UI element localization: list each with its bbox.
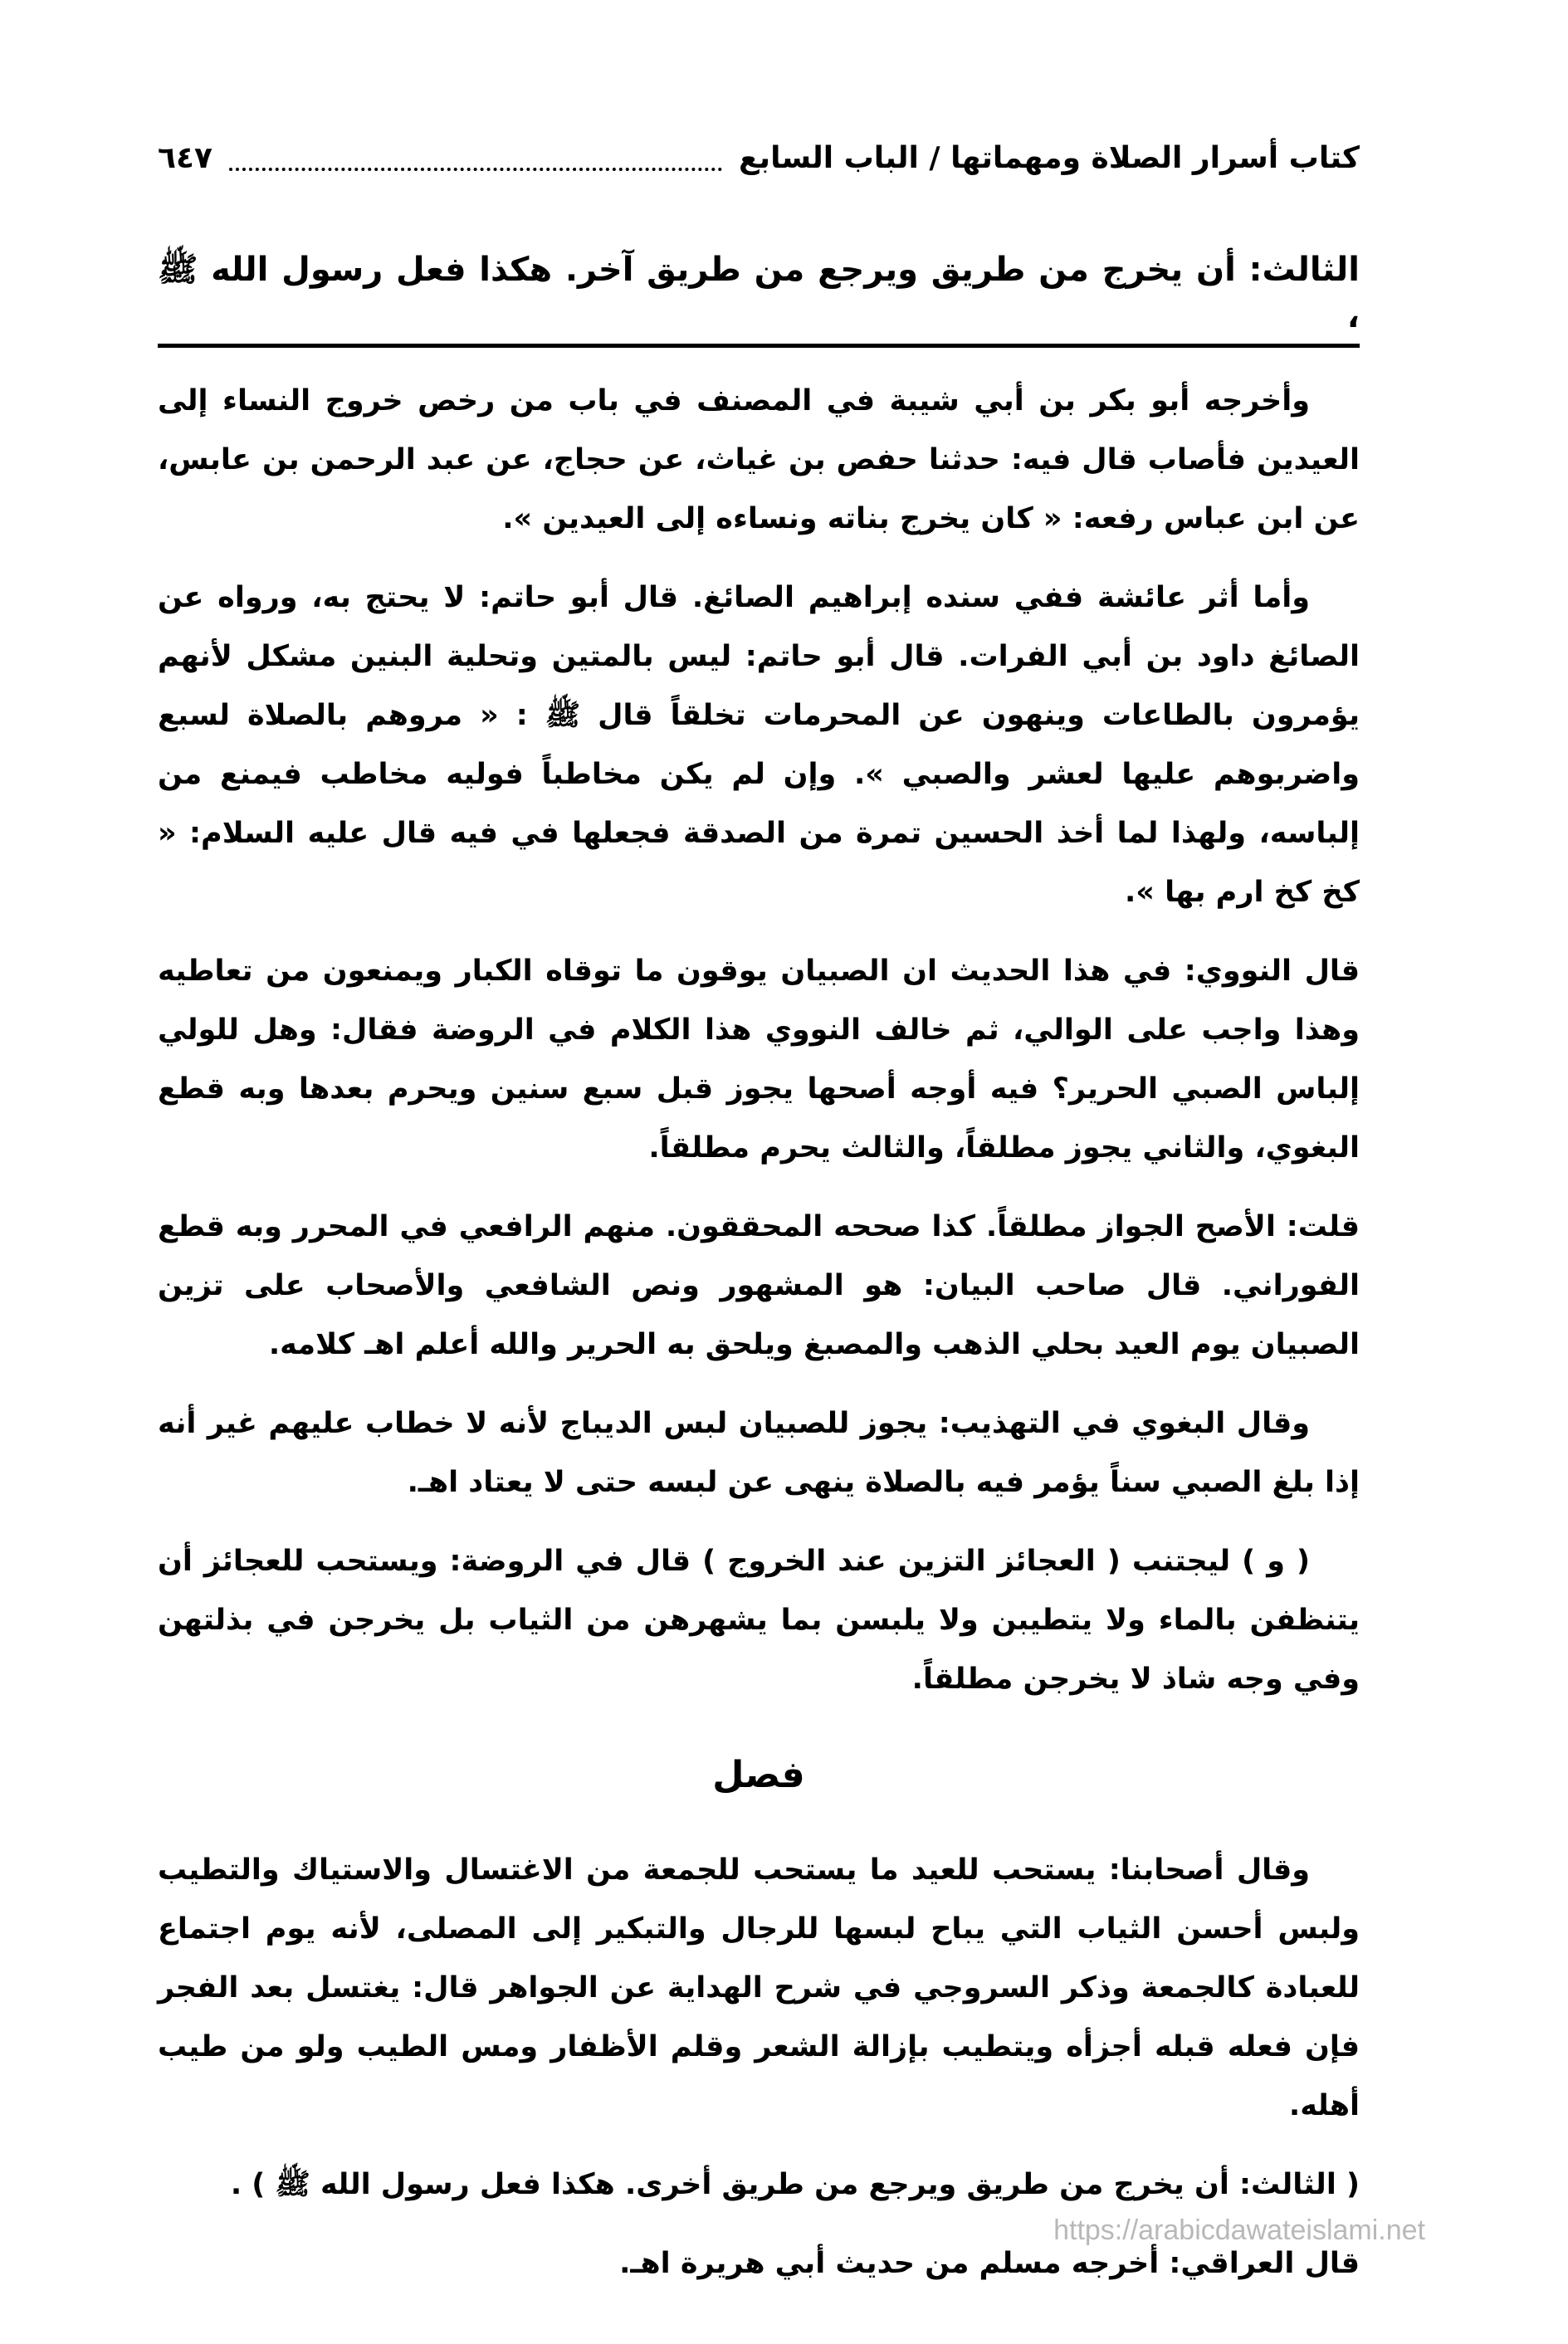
running-header [158, 133, 1360, 183]
commentary-paragraph: قال النووي: في هذا الحديث ان الصبيان يوقون ما توقاه الكبار ويمنعون من تعاطيه وهذا واجب على الوالي، ثم خالف النووي هذا الكلام في الروضة فقال: وهل للولي إلباس الصبي الحرير؟ فيه أوجه أصحها يجوز قبل سبع سنين ويحرم بعدها وبه قطع البغوي، والثاني يجوز مطلقاً، والثالث يحرم مطلقاً. [158, 955, 1360, 1165]
section-paragraph: قال العراقي: أخرجه مسلم من حديث أبي هريرة اهـ. [619, 2247, 1360, 2280]
page-number: ٦٤٧ [158, 140, 212, 175]
section-paragraph: وقال أصحابنا: يستحب للعيد ما يستحب للجمعة من الاغتسال والاستياك والتطيب ولبس أحسن الثياب التي يباح لبسها للرجال والتبكير إلى المصلى، لأنه يوم اجتماع للعبادة كالجمعة وذكر السروجي في شرح الهداية عن الجواهر قال: يغتسل بعد الفجر فإن فعله قبله أجزأه ويتطيب بإزالة الشعر وقلم الأظفار ومس الطيب ولو من طيب أهله. [158, 1853, 1360, 2122]
main-text-lead: الثالث: [1248, 251, 1360, 289]
section-paragraph: ( الثالث: أن يخرج من طريق ويرجع من طريق أخرى. هكذا فعل رسول الله ﷺ ) . [230, 2168, 1360, 2201]
section-heading: فصل [712, 1754, 805, 1796]
commentary-paragraph: ( و ) ليجتنب ( العجائز التزين عند الخروج ) قال في الروضة: ويستحب للعجائز أن يتنظفن بالماء ولا يتطيبن ولا يلبسن بما يشهرهن من الثياب بل يخرجن في بذلتهن وفي وجه شاذ لا يخرجن مطلقاً. [158, 1545, 1360, 1696]
header-leader-dots [229, 144, 722, 171]
commentary-paragraph: وقال البغوي في التهذيب: يجوز للصبيان لبس الديباج لأنه لا خطاب عليهم غير أنه إذا بلغ الصبي سناً يؤمر فيه بالصلاة ينهى عن لبسه حتى لا يعتاد اهـ. [158, 1407, 1360, 1499]
commentary-paragraph: وأما أثر عائشة ففي سنده إبراهيم الصائغ. قال أبو حاتم: لا يحتج به، ورواه عن الصائغ داود بن أبي الفرات. قال أبو حاتم: ليس بالمتين وتحلية البنين مشكل لأنهم يؤمرون بالطاعات وينهون عن المحرمات تخلقاً قال ﷺ : « مروهم بالصلاة لسبع واضربوهم عليها لعشر والصبي ». وإن لم يكن مخاطباً فوليه مخاطب فيمنع من إلباسه، ولهذا لما أخذ الحسين تمرة من الصدقة فجعلها في فيه قال عليه السلام: « كخ كخ ارم بها ». [158, 581, 1360, 909]
main-text-body: أن يخرج من طريق ويرجع من طريق آخر. هكذا فعل رسول الله ﷺ ، [158, 251, 1360, 335]
commentary [158, 372, 1360, 2313]
header-title: كتاب أسرار الصلاة ومهماتها / الباب السابع [738, 140, 1360, 175]
watermark-url: https://arabicdawateislami.net [1053, 2215, 1425, 2246]
main-text [158, 249, 1360, 335]
commentary-paragraph: قلت: الأصح الجواز مطلقاً. كذا صححه المحققون. منهم الرافعي في المحرر وبه قطع الفوراني. قال صاحب البيان: هو المشهور ونص الشافعي والأصحاب على تزين الصبيان يوم العيد بحلي الذهب والمصبغ ويلحق به الحرير والله أعلم اهـ كلامه. [158, 1210, 1360, 1361]
commentary-paragraph: وأخرجه أبو بكر بن أبي شيبة في المصنف في باب من رخص خروج النساء إلى العيدين فأصاب قال فيه: حدثنا حفص بن غياث، عن حجاج، عن عبد الرحمن بن عابس، عن ابن عباس رفعه: « كان يخرج بناته ونساءه إلى العيدين ». [158, 384, 1360, 535]
separator-rule [158, 344, 1360, 348]
